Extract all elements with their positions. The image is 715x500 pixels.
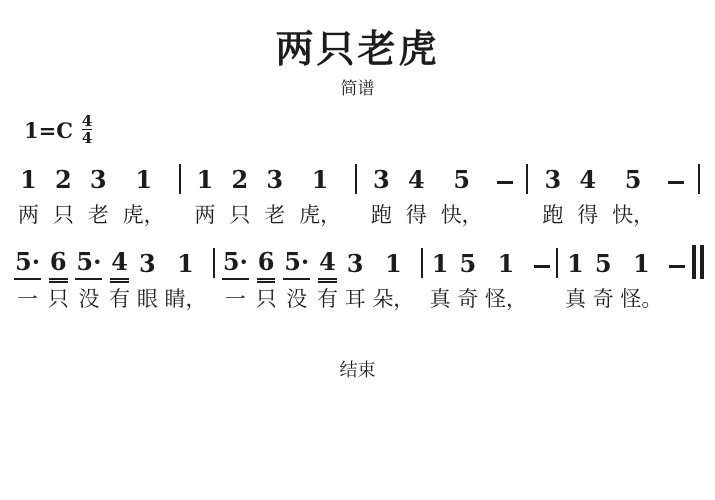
note-slot: [222, 244, 249, 280]
lyric: 只: [255, 287, 277, 311]
note-slot: [594, 244, 613, 280]
lyric: 快，: [612, 203, 655, 227]
note-value: 3: [89, 165, 107, 194]
note-cell: [593, 244, 614, 312]
note-cell: [88, 160, 109, 228]
music-line-2: [14, 244, 704, 312]
note-cell: [542, 160, 563, 228]
note-cell: [14, 244, 41, 312]
note-slot: [497, 160, 513, 196]
note-slot: [578, 160, 597, 196]
note-slot: [54, 160, 73, 196]
time-signature-denominator: 4: [81, 129, 93, 147]
note-slot: [632, 244, 651, 280]
note-cell: [264, 160, 285, 228]
lyric: 奇: [592, 287, 614, 311]
dash-glyph: [534, 265, 550, 268]
note-slot: [19, 160, 38, 196]
barline-glyph: [698, 164, 700, 194]
lyric: 奇: [457, 287, 479, 311]
note-value: 4: [318, 250, 337, 280]
dash-note: [668, 160, 684, 228]
note-slot: [311, 160, 330, 196]
note-slot: [213, 244, 215, 280]
note-value: 1: [20, 165, 37, 194]
note-slot: [265, 160, 284, 196]
final-barline-glyph: [692, 245, 704, 279]
note-value: 4: [579, 165, 597, 194]
lyric: 老: [264, 203, 286, 227]
lyric: 一: [17, 287, 39, 311]
note-value: 1: [384, 249, 402, 278]
note-slot: [624, 160, 643, 196]
barline-glyph: [355, 164, 357, 194]
note-slot: [698, 160, 700, 196]
note-value: 2: [231, 165, 249, 194]
lyric: 虎，: [299, 203, 342, 227]
lyric: 只: [229, 203, 251, 227]
barline: [213, 244, 215, 312]
note-slot: [452, 160, 471, 196]
note-slot: [544, 160, 563, 196]
note-slot: [176, 244, 195, 280]
note-value: 6: [257, 250, 276, 280]
note-value: 4: [110, 250, 129, 280]
barline-glyph: [179, 164, 181, 194]
note-value: 5: [594, 249, 612, 278]
note-cell: [53, 160, 74, 228]
lyric: 老: [87, 203, 109, 227]
lyric: 两: [194, 203, 216, 227]
note-value: 1: [633, 249, 650, 278]
note-cell: [222, 244, 249, 312]
lyric: 没: [78, 287, 100, 311]
dash-glyph: [668, 181, 684, 184]
lyric: 怪。: [620, 287, 663, 311]
barline: [556, 244, 558, 312]
note-value: 3: [138, 249, 156, 278]
barline: [355, 160, 357, 228]
page-title: 两只老虎: [275, 29, 440, 71]
note-slot: [421, 244, 423, 280]
note-cell: [372, 244, 414, 312]
note-value: 5·: [75, 250, 102, 280]
note-cell: [283, 244, 310, 312]
note-cell: [317, 244, 338, 312]
note-slot: [566, 244, 585, 280]
barline-glyph: [526, 164, 528, 194]
note-value: 3: [346, 249, 364, 278]
lyric: 快，: [440, 203, 483, 227]
dash-note: [534, 244, 550, 312]
note-slot: [407, 160, 426, 196]
note-slot: [89, 160, 108, 196]
lyric: 耳: [344, 287, 366, 311]
note-slot: [49, 244, 68, 280]
note-cell: [371, 160, 392, 228]
note-slot: [318, 244, 337, 280]
note-slot: [372, 160, 391, 196]
note-slot: [14, 244, 41, 280]
lyric: 两: [18, 203, 39, 227]
note-value: 2: [55, 165, 72, 194]
lyric: 只: [47, 287, 69, 311]
note-value: 4: [407, 165, 425, 194]
lyric: 跑: [542, 203, 564, 227]
lyric: 得: [405, 203, 427, 227]
lyric: 虎，: [122, 203, 165, 227]
note-slot: [110, 244, 129, 280]
note-value: 3: [266, 165, 284, 194]
final-barline: [692, 244, 704, 312]
note-value: 5·: [283, 250, 310, 280]
note-cell: [75, 244, 102, 312]
note-cell: [612, 160, 654, 228]
lyric: 真: [565, 287, 587, 311]
lyric: 有: [109, 287, 131, 311]
time-signature-numerator: 4: [81, 112, 93, 130]
lyric: 只: [52, 203, 74, 227]
note-slot: [257, 244, 276, 280]
note-slot: [497, 244, 516, 280]
lyric: 有: [316, 287, 338, 311]
note-cell: [123, 160, 165, 228]
note-slot: [692, 244, 704, 280]
note-value: 3: [544, 165, 562, 194]
note-cell: [430, 244, 451, 312]
lyric: 怪，: [485, 287, 527, 311]
dash-glyph: [497, 181, 513, 184]
note-value: 5: [459, 249, 477, 278]
note-cell: [194, 160, 215, 228]
note-value: 6: [49, 250, 68, 280]
note-slot: [196, 160, 215, 196]
note-slot: [179, 160, 181, 196]
note-slot: [283, 244, 310, 280]
dash-note: [669, 244, 685, 312]
note-value: 3: [373, 165, 390, 194]
note-slot: [138, 244, 157, 280]
barline: [526, 160, 528, 228]
note-slot: [384, 244, 403, 280]
lyric: 得: [577, 203, 599, 227]
note-value: 1: [431, 249, 449, 278]
note-value: 5·: [222, 250, 249, 280]
note-value: 1: [567, 249, 584, 278]
note-cell: [345, 244, 366, 312]
note-slot: [431, 244, 450, 280]
note-cell: [48, 244, 69, 312]
lyric: 真: [429, 287, 451, 311]
lyric: 睛，: [164, 287, 207, 311]
time-signature: [82, 114, 92, 146]
barline: [179, 160, 181, 228]
note-value: 1: [135, 165, 153, 194]
note-cell: [109, 244, 130, 312]
key-signature: [24, 114, 92, 146]
note-value: 1: [497, 249, 515, 278]
music-line-1: [18, 160, 700, 228]
lyric: 朵，: [372, 287, 415, 311]
note-slot: [230, 160, 249, 196]
note-cell: [164, 244, 206, 312]
barline-glyph: [213, 248, 215, 278]
dash-note: [497, 160, 513, 228]
note-slot: [355, 160, 357, 196]
note-slot: [669, 244, 685, 280]
barline-glyph: [556, 248, 558, 278]
note-cell: [229, 160, 250, 228]
note-value: 5: [453, 165, 471, 194]
note-value: 5: [624, 165, 642, 194]
lyric: 没: [286, 287, 308, 311]
note-cell: [457, 244, 478, 312]
note-slot: [526, 160, 528, 196]
key-label: 1=C: [24, 117, 73, 143]
note-value: 5·: [14, 250, 41, 280]
note-slot: [534, 244, 550, 280]
barline: [421, 244, 423, 312]
note-cell: [18, 160, 39, 228]
subtitle: 简谱: [340, 79, 375, 98]
note-slot: [556, 244, 558, 280]
dash-glyph: [669, 265, 685, 268]
note-value: 1: [196, 165, 214, 194]
note-slot: [458, 244, 477, 280]
barline-glyph: [421, 248, 423, 278]
lyric: 跑: [370, 203, 392, 227]
note-cell: [137, 244, 158, 312]
note-cell: [441, 160, 483, 228]
note-slot: [134, 160, 153, 196]
note-cell: [485, 244, 527, 312]
lyric: 一: [224, 287, 246, 311]
note-slot: [668, 160, 684, 196]
note-cell: [577, 160, 598, 228]
note-slot: [346, 244, 365, 280]
note-cell: [565, 244, 586, 312]
ending-label: 结束: [339, 360, 376, 380]
lyric: 眼: [136, 287, 158, 311]
note-slot: [75, 244, 102, 280]
note-cell: [299, 160, 341, 228]
note-value: 1: [177, 249, 194, 278]
note-cell: [620, 244, 662, 312]
note-cell: [406, 160, 427, 228]
barline: [698, 160, 700, 228]
note-cell: [256, 244, 277, 312]
note-value: 1: [311, 165, 329, 194]
